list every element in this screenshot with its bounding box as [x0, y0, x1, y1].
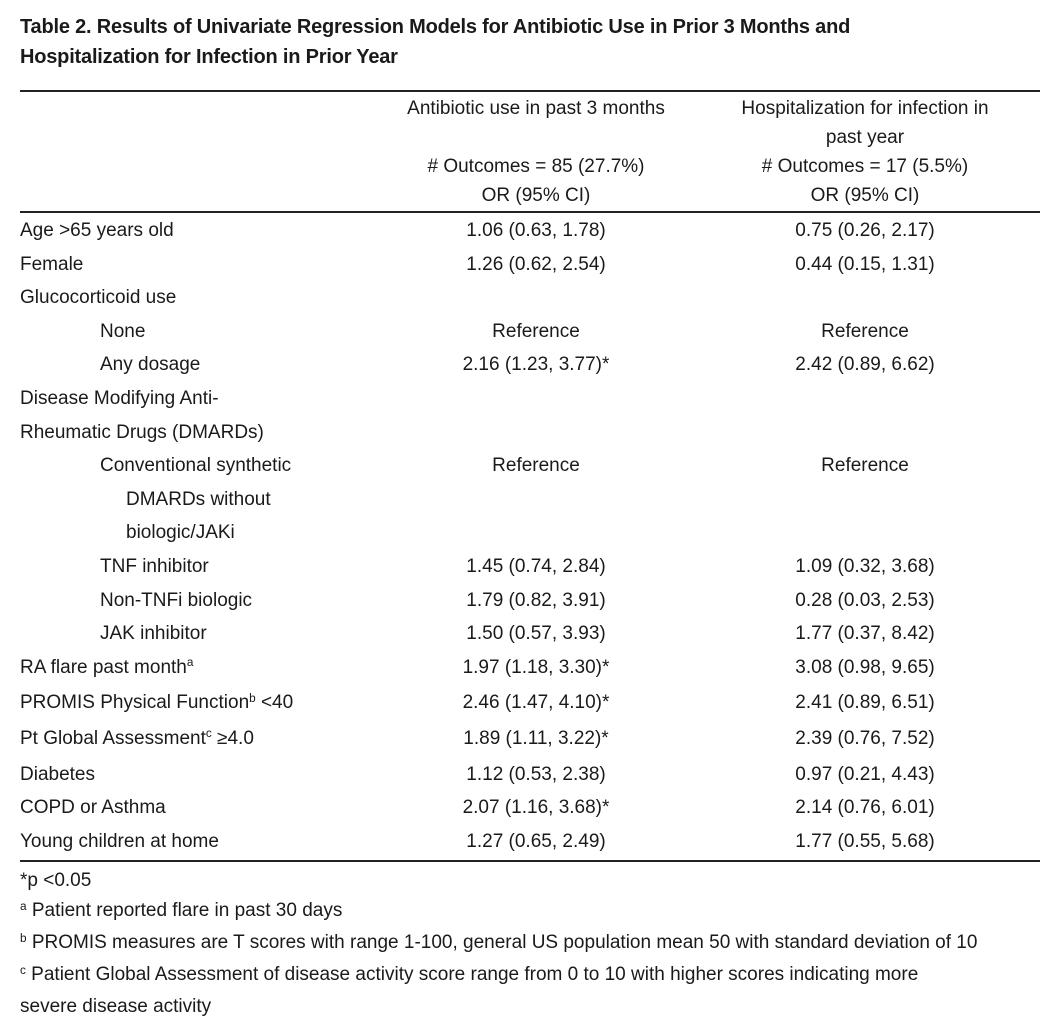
or-value-antibiotic: 1.26 (0.62, 2.54) — [466, 253, 606, 275]
table-row — [20, 214, 1040, 248]
footnote-line: *p <0.05 — [20, 870, 92, 892]
or-value-hospitalization: Reference — [821, 455, 909, 477]
superscript-marker: b — [249, 691, 256, 705]
row-label-line: RA flare past month$^a$ — [20, 656, 194, 678]
row-label-line: Glucocorticoid use — [20, 287, 177, 309]
or-value-hospitalization: 0.97 (0.21, 4.43) — [795, 763, 935, 785]
or-value-antibiotic: 1.45 (0.74, 2.84) — [466, 555, 606, 577]
row-label — [20, 686, 382, 722]
table-row — [20, 248, 1040, 282]
or-value-hospitalization: 1.09 (0.32, 3.68) — [795, 555, 935, 577]
superscript-marker: c — [205, 727, 212, 741]
row-label — [20, 651, 382, 687]
row-label — [20, 550, 382, 584]
row-label — [20, 825, 382, 859]
or-value-antibiotic: 2.46 (1.47, 4.10)* — [462, 692, 610, 714]
header-or-ci: OR (95% CI) — [810, 185, 920, 206]
or-value-hospitalization: 0.28 (0.03, 2.53) — [795, 589, 935, 611]
or-value-hospitalization: Reference — [821, 320, 909, 342]
row-label — [20, 584, 382, 618]
row-label-line: PROMIS Physical Function$^b$ <40 — [20, 691, 294, 714]
or-value-hospitalization: 0.44 (0.15, 1.31) — [795, 253, 935, 275]
row-label-line: Female — [20, 253, 84, 275]
or-value-antibiotic: Reference — [492, 320, 580, 342]
row-label-line: Conventional synthetic — [100, 455, 292, 477]
row-label-line: COPD or Asthma — [20, 797, 166, 819]
table-row — [20, 617, 1040, 651]
header-outcomes: # Outcomes = 17 (5.5%) — [761, 156, 969, 177]
row-label — [20, 758, 382, 792]
or-value-antibiotic: 1.89 (1.11, 3.22)* — [463, 727, 609, 749]
row-label-line: Diabetes — [20, 763, 95, 785]
row-label-line: Any dosage — [100, 354, 201, 376]
or-value-antibiotic: 1.79 (0.82, 3.91) — [466, 589, 606, 611]
table-title: Table 2. Results of Univariate Regression Models for Antibiotic Use in Prior 3 Months and Hospitalization for Infection in Prior Year — [20, 16, 851, 68]
header-outcomes: # Outcomes = 85 (27.7%) — [427, 156, 645, 177]
header-spacer-cell — [20, 94, 382, 210]
table-header — [20, 92, 1040, 211]
or-value-hospitalization: 1.77 (0.37, 8.42) — [795, 623, 935, 645]
or-value-antibiotic: 2.07 (1.16, 3.68)* — [462, 797, 610, 819]
superscript-marker: a — [186, 656, 194, 670]
row-label — [20, 315, 382, 349]
footnotes — [20, 862, 980, 1022]
or-value-hospitalization: 2.42 (0.89, 6.62) — [795, 354, 935, 376]
row-label — [20, 248, 382, 282]
header-line — [382, 123, 690, 152]
or-value-hospitalization: 1.77 (0.55, 5.68) — [795, 830, 935, 852]
or-value-antibiotic: 1.27 (0.65, 2.49) — [466, 830, 606, 852]
table-row — [20, 722, 1040, 758]
or-value-antibiotic: 2.16 (1.23, 3.77)* — [462, 354, 610, 376]
row-label-line: Young children at home — [20, 830, 219, 852]
row-label — [20, 791, 382, 825]
row-label-line: Pt Global Assessment$^c$ ≥4.0 — [20, 727, 254, 749]
row-label-line: Rheumatic Drugs (DMARDs) — [20, 421, 264, 443]
header-or-ci: OR (95% CI) — [481, 185, 591, 206]
row-label — [20, 348, 382, 382]
or-value-hospitalization: 3.08 (0.98, 9.65) — [795, 656, 935, 678]
table-row — [20, 449, 1040, 550]
header-line: Antibiotic use in past 3 months — [407, 98, 665, 119]
table-row — [20, 315, 1040, 349]
footnote-line: $^b$ PROMIS measures are T scores with range 1-100, general US population mean 50 with standard deviation of 10 — [20, 931, 978, 954]
or-value-antibiotic: 1.97 (1.18, 3.30)* — [462, 656, 610, 678]
or-value-hospitalization: 2.39 (0.76, 7.52) — [795, 727, 935, 749]
row-label-line: Disease Modifying Anti- — [20, 387, 219, 409]
table-row — [20, 651, 1040, 687]
row-label-line: None — [100, 320, 146, 342]
table-row — [20, 825, 1040, 859]
header-line: Hospitalization for infection in — [741, 98, 989, 119]
table-row — [20, 281, 1040, 315]
row-label-line: Age >65 years old — [20, 220, 174, 241]
row-label — [20, 281, 382, 315]
footnote-line: $^c$ Patient Global Assessment of disease activity score range from 0 to 10 with higher scores indicating more severe disease activity — [20, 963, 919, 1018]
table-body — [20, 213, 1040, 860]
column-header-antibiotic — [382, 94, 690, 210]
row-label-line: TNF inhibitor — [100, 555, 209, 577]
table-row — [20, 686, 1040, 722]
row-label — [20, 449, 382, 550]
or-value-antibiotic: 1.12 (0.53, 2.38) — [466, 763, 606, 785]
or-value-hospitalization: 2.14 (0.76, 6.01) — [795, 797, 935, 819]
column-header-hospitalization — [690, 94, 1040, 210]
regression-table — [20, 90, 1040, 862]
superscript-marker: a — [20, 899, 27, 913]
or-value-hospitalization: 2.41 (0.89, 6.51) — [795, 692, 935, 714]
row-label-line: DMARDs without — [126, 488, 271, 510]
superscript-marker: c — [20, 963, 26, 977]
table-row — [20, 382, 1040, 449]
footnote-line: $^a$ Patient reported flare in past 30 days — [20, 899, 343, 922]
table-row — [20, 348, 1040, 382]
table-row — [20, 550, 1040, 584]
row-label — [20, 214, 382, 248]
superscript-marker: b — [20, 931, 27, 945]
table-row — [20, 791, 1040, 825]
row-label-line: Non-TNFi biologic — [100, 589, 253, 611]
row-label-line: biologic/JAKi — [126, 522, 235, 544]
table-row — [20, 758, 1040, 792]
or-value-hospitalization: 0.75 (0.26, 2.17) — [795, 220, 935, 241]
row-label — [20, 382, 382, 449]
or-value-antibiotic: 1.06 (0.63, 1.78) — [466, 220, 606, 241]
header-line: past year — [825, 127, 905, 148]
row-label-line: JAK inhibitor — [100, 623, 207, 645]
or-value-antibiotic: 1.50 (0.57, 3.93) — [466, 623, 606, 645]
table-row — [20, 584, 1040, 618]
row-label — [20, 617, 382, 651]
row-label — [20, 722, 382, 758]
or-value-antibiotic: Reference — [492, 455, 580, 477]
